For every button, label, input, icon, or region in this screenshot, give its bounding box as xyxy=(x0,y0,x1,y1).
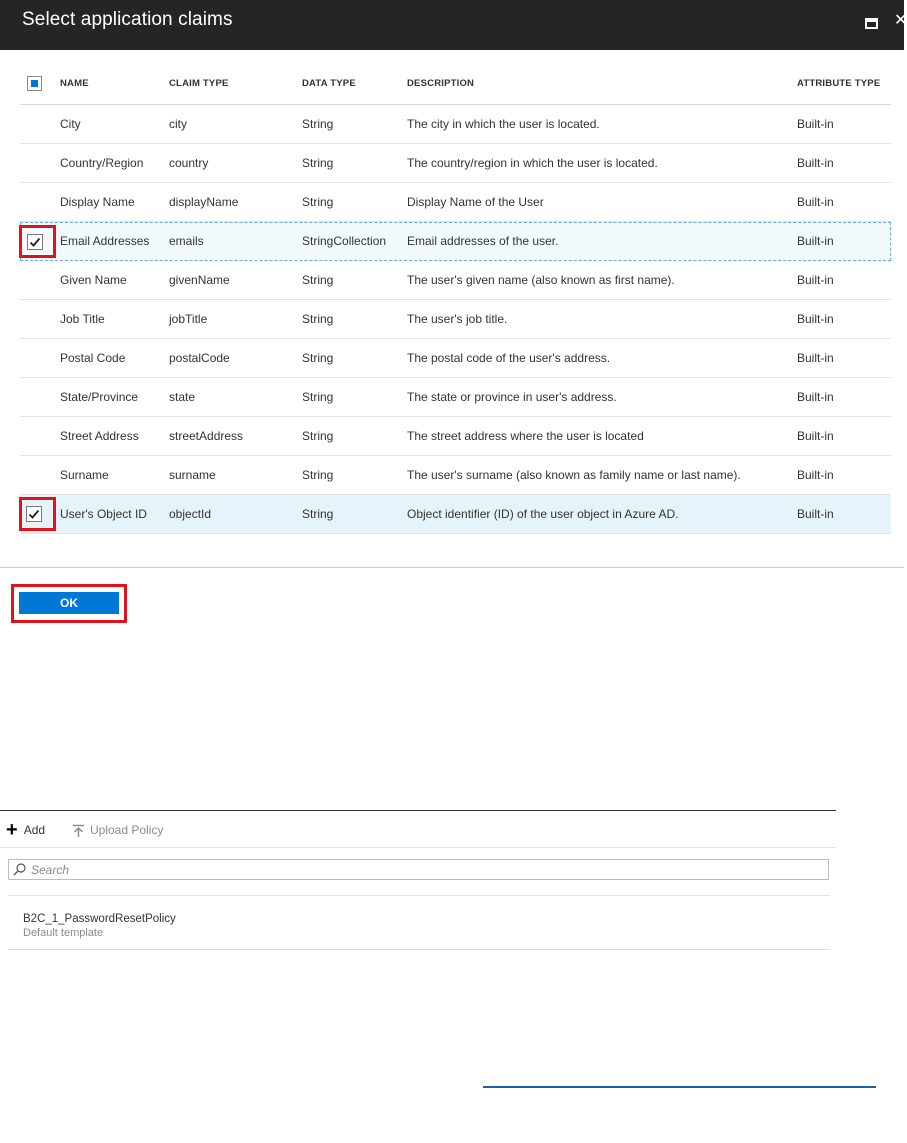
blade-toolbar xyxy=(0,811,836,848)
cell-name: Postal Code xyxy=(60,351,126,365)
policy-name: B2C_1_PasswordResetPolicy xyxy=(23,913,176,925)
search-box[interactable] xyxy=(8,859,829,880)
add-button-label: Add xyxy=(23,823,46,837)
cell-description: The user's given name (also known as first name). xyxy=(407,273,675,287)
row-checkbox-users-object-id[interactable] xyxy=(26,506,42,522)
cell-claim-type: emails xyxy=(169,234,204,248)
cell-name: City xyxy=(60,117,81,131)
column-header-description[interactable]: DESCRIPTION xyxy=(407,78,475,89)
cell-claim-type: displayName xyxy=(169,195,239,209)
table-row-users-object-id[interactable] xyxy=(20,495,891,534)
cell-data-type: String xyxy=(302,429,334,443)
cell-name: Display Name xyxy=(60,195,135,209)
upload-policy-label: Upload Policy xyxy=(90,823,164,837)
cell-attribute-type: Built-in xyxy=(797,507,834,521)
table-row[interactable] xyxy=(20,417,891,456)
cell-attribute-type: Built-in xyxy=(797,312,834,326)
cell-description: The postal code of the user's address. xyxy=(407,351,611,365)
cell-claim-type: givenName xyxy=(169,273,230,287)
cell-description: Object identifier (ID) of the user object in Azure AD. xyxy=(407,507,679,521)
cell-name: User's Object ID xyxy=(60,507,147,521)
select-all-checkbox[interactable] xyxy=(27,76,42,91)
cell-name: Surname xyxy=(60,468,109,482)
cell-name: State/Province xyxy=(60,390,139,404)
cell-name: Country/Region xyxy=(60,156,144,170)
close-icon[interactable]: ✕ xyxy=(894,12,907,29)
cell-attribute-type: Built-in xyxy=(797,195,834,209)
table-row[interactable] xyxy=(20,378,891,417)
cell-data-type: String xyxy=(302,195,334,209)
claims-table xyxy=(20,63,891,534)
table-header-row xyxy=(20,63,891,105)
cell-name: Given Name xyxy=(60,273,127,287)
row-checkbox-email-addresses[interactable] xyxy=(27,234,43,250)
cell-data-type: String xyxy=(302,351,334,365)
cell-description: The user's surname (also known as family name or last name). xyxy=(407,468,741,482)
maximize-icon[interactable] xyxy=(865,18,878,29)
cell-attribute-type: Built-in xyxy=(797,156,834,170)
checkmark-icon xyxy=(28,508,40,520)
cell-name: Job Title xyxy=(60,312,105,326)
dialog-header xyxy=(0,0,907,50)
cell-attribute-type: Built-in xyxy=(797,468,834,482)
cell-data-type: StringCollection xyxy=(302,234,387,248)
policy-subtitle: Default template xyxy=(23,927,104,939)
cell-description: The country/region in which the user is located. xyxy=(407,156,658,170)
cell-data-type: String xyxy=(302,273,334,287)
cell-description: Email addresses of the user. xyxy=(407,234,559,248)
footer-divider xyxy=(0,567,904,568)
table-row[interactable] xyxy=(20,144,891,183)
table-row[interactable] xyxy=(20,105,891,144)
bottom-accent-line xyxy=(483,1086,876,1088)
cell-claim-type: country xyxy=(169,156,209,170)
column-header-data-type[interactable]: DATA TYPE xyxy=(302,78,356,89)
cell-name: Street Address xyxy=(60,429,139,443)
cell-claim-type: objectId xyxy=(169,507,212,521)
cell-claim-type: postalCode xyxy=(169,351,230,365)
cell-attribute-type: Built-in xyxy=(797,351,834,365)
cell-attribute-type: Built-in xyxy=(797,234,834,248)
column-header-attribute-type[interactable]: ATTRIBUTE TYPE xyxy=(797,78,881,89)
table-row[interactable] xyxy=(20,183,891,222)
cell-claim-type: surname xyxy=(169,468,216,482)
cell-attribute-type: Built-in xyxy=(797,429,834,443)
cell-description: The user's job title. xyxy=(407,312,508,326)
list-item-policy[interactable] xyxy=(8,896,830,950)
partial-selection-indicator xyxy=(31,80,38,87)
add-button[interactable] xyxy=(6,819,46,841)
upload-policy-button[interactable] xyxy=(72,823,163,837)
cell-data-type: String xyxy=(302,390,334,404)
cell-name: Email Addresses xyxy=(60,234,150,248)
cell-data-type: String xyxy=(302,312,334,326)
cell-data-type: String xyxy=(302,156,334,170)
search-icon xyxy=(13,863,26,876)
table-row-email-addresses[interactable] xyxy=(20,222,891,261)
cell-attribute-type: Built-in xyxy=(797,273,834,287)
search-input[interactable] xyxy=(31,862,811,877)
ok-button[interactable]: OK xyxy=(19,592,119,614)
cell-claim-type: jobTitle xyxy=(169,312,208,326)
column-header-name[interactable]: NAME xyxy=(60,78,89,89)
cell-description: The city in which the user is located. xyxy=(407,117,600,131)
dialog-title: Select application claims xyxy=(22,9,233,30)
cell-description: The street address where the user is located xyxy=(407,429,644,443)
cell-claim-type: city xyxy=(169,117,187,131)
upload-icon xyxy=(72,824,85,837)
table-row[interactable] xyxy=(20,261,891,300)
table-row[interactable] xyxy=(20,456,891,495)
cell-description: The state or province in user's address. xyxy=(407,390,617,404)
cell-data-type: String xyxy=(302,507,334,521)
cell-data-type: String xyxy=(302,117,334,131)
cell-description: Display Name of the User xyxy=(407,195,544,209)
cell-attribute-type: Built-in xyxy=(797,117,834,131)
cell-attribute-type: Built-in xyxy=(797,390,834,404)
plus-icon: + xyxy=(6,819,18,841)
checkmark-icon xyxy=(29,236,41,248)
cell-data-type: String xyxy=(302,468,334,482)
cell-claim-type: streetAddress xyxy=(169,429,244,443)
cell-claim-type: state xyxy=(169,390,196,404)
table-row[interactable] xyxy=(20,339,891,378)
column-header-claim-type[interactable]: CLAIM TYPE xyxy=(169,78,229,89)
table-row[interactable] xyxy=(20,300,891,339)
